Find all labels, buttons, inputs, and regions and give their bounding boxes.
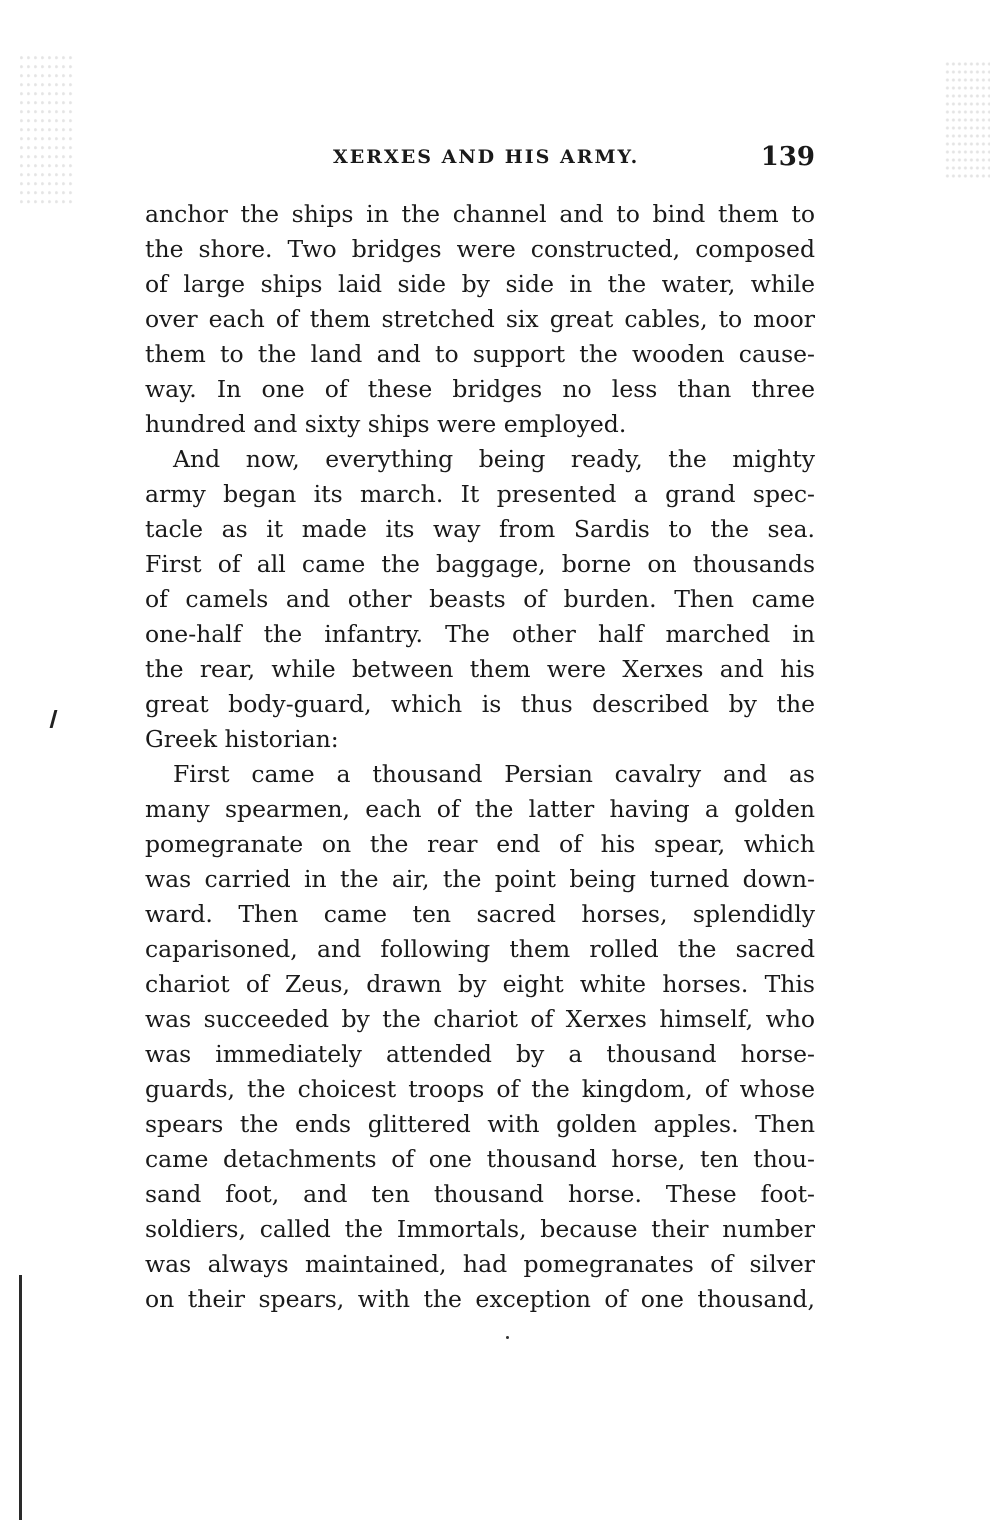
text-line: soldiers, called the Immortals, because their number xyxy=(145,1215,815,1243)
text-line: was succeeded by the chariot of Xerxes himself, who xyxy=(145,1005,815,1033)
text-line: army began its march. It presented a grand spec- xyxy=(145,480,815,508)
text-line: guards, the choicest troops of the kingdom, of whose xyxy=(145,1075,815,1103)
text-line: of large ships laid side by side in the water, while xyxy=(145,270,815,298)
text-line: great body-guard, which is thus described by the xyxy=(145,690,815,718)
ink-dot xyxy=(506,1336,509,1339)
text-line: anchor the ships in the channel and to bind them to xyxy=(145,200,815,228)
page-header xyxy=(145,142,815,176)
text-line: way. In one of these bridges no less than three xyxy=(145,375,815,403)
text-line: the rear, while between them were Xerxes and his xyxy=(145,655,815,683)
text-line: First of all came the baggage, borne on thousands xyxy=(145,550,815,578)
text-line: was carried in the air, the point being turned down- xyxy=(145,865,815,893)
text-line: many spearmen, each of the latter having a golden xyxy=(145,795,815,823)
scan-speckle-right xyxy=(945,60,990,180)
binding-edge-line xyxy=(19,1275,22,1520)
text-line: hundred and sixty ships were employed. xyxy=(145,410,627,438)
text-line: sand foot, and ten thousand horse. These foot- xyxy=(145,1180,815,1208)
body-text xyxy=(145,197,815,1317)
text-line: chariot of Zeus, drawn by eight white horses. This xyxy=(145,970,815,998)
text-line: ward. Then came ten sacred horses, splendidly xyxy=(145,900,815,928)
text-line: came detachments of one thousand horse, ten thou- xyxy=(145,1145,815,1173)
page-number: 139 xyxy=(760,142,815,172)
text-line: on their spears, with the exception of one thousand, xyxy=(145,1285,815,1313)
text-line: First came a thousand Persian cavalry and as xyxy=(173,760,815,788)
text-line: And now, everything being ready, the mighty xyxy=(173,445,815,473)
text-line: tacle as it made its way from Sardis to the sea. xyxy=(145,515,815,543)
text-line: Greek historian: xyxy=(145,725,339,753)
text-line: was immediately attended by a thousand horse- xyxy=(145,1040,815,1068)
text-line: of camels and other beasts of burden. Then came xyxy=(145,585,815,613)
text-line: the shore. Two bridges were constructed, composed xyxy=(145,235,815,263)
text-line: pomegranate on the rear end of his spear, which xyxy=(145,830,815,858)
text-line: over each of them stretched six great cables, to moor xyxy=(145,305,815,333)
text-line: them to the land and to support the wooden cause- xyxy=(145,340,815,368)
text-line: spears the ends glittered with golden apples. Then xyxy=(145,1110,815,1138)
text-line: one-half the infantry. The other half marched in xyxy=(145,620,815,648)
text-line: was always maintained, had pomegranates of silver xyxy=(145,1250,815,1278)
text-line: caparisoned, and following them rolled the sacred xyxy=(145,935,815,963)
scan-speckle-left xyxy=(20,55,75,205)
running-head: XERXES AND HIS ARMY. xyxy=(333,146,640,168)
margin-mark xyxy=(50,710,58,728)
